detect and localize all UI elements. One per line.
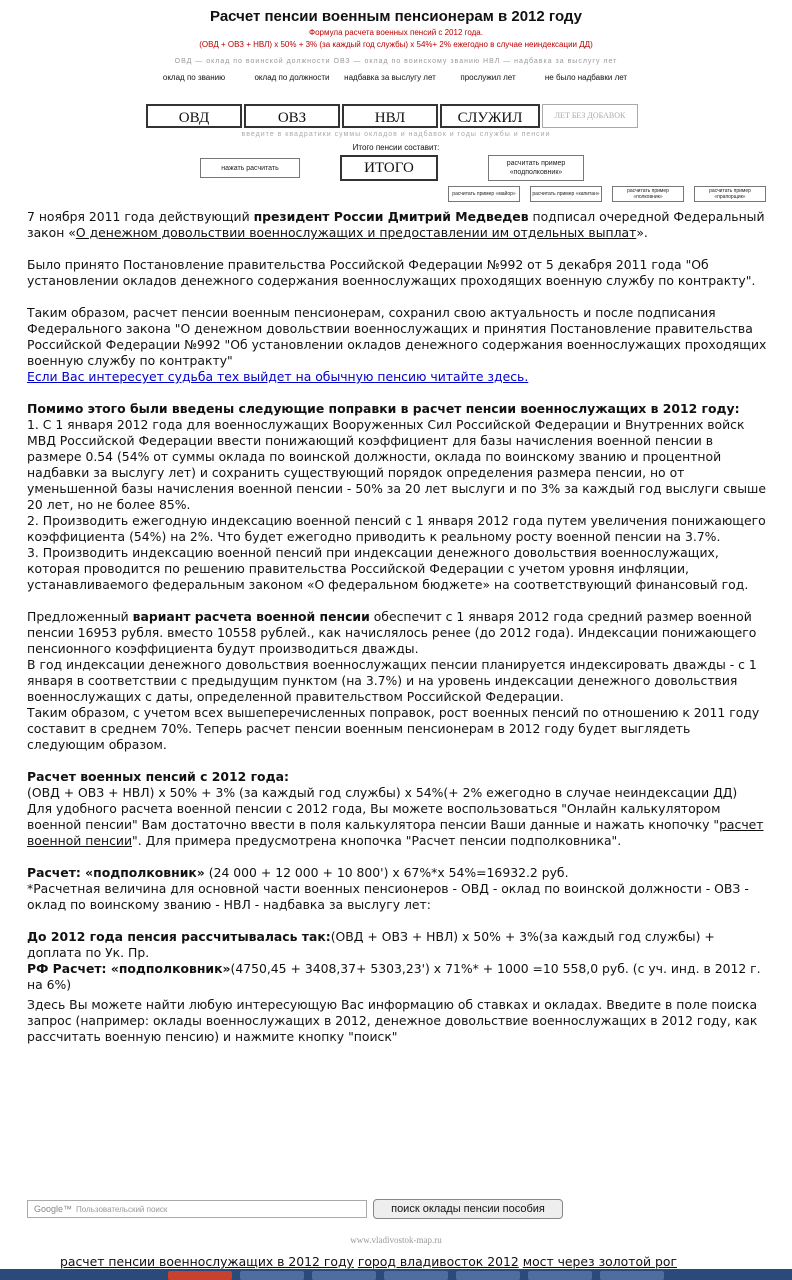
footer-link-city[interactable]: город владивосток 2012 (357, 1254, 519, 1269)
example-button-4[interactable]: расчитать пример «прапорщик» (694, 186, 766, 202)
field-label-no-bonus: не было надбавки лет (544, 73, 628, 82)
pension-calculator (0, 0, 792, 208)
custom-search (27, 1198, 767, 1220)
taskbar-item-1[interactable] (168, 1271, 232, 1280)
rf-label: РФ Расчет: «подполковник» (27, 961, 231, 976)
before-2012-paragraph (27, 929, 767, 961)
google-logo: Google™ (34, 1204, 73, 1214)
indexation-paragraph: В год индексации денежного довольствия военнослужащих пенсии планируется индексировать дважды - с 1 января в соответствии с предыдущим пунктом (на 3.7%) и на уровень индексации денежного довольствия военнослужащих с даты, определенной правительством Российской Федерации. (27, 657, 757, 704)
variant-paragraph (27, 609, 767, 657)
search-intro: Здесь Вы можете найти любую интересующую Вас информацию об ставках и окладах. Введите в поле поиска запрос (например: оклады военнослужащих в 2012, денежное довольствие военнослужащих в 2012 году, как рассчитать военную пенсию) и нажмите кнопку "поиск" (27, 997, 758, 1044)
no-bonus-years-input[interactable]: ЛЕТ БЕЗ ДОБАВОК (542, 104, 638, 128)
rf-paragraph (27, 961, 767, 993)
amendment-3: 3. Производить индексацию военной пенсий при индексации денежного довольствия военнослужащих, которая проводится по решению правительства Российской Федерации с учетом уровня инфляции, устанавливаемого федеральным законом «О федеральном бюджете» на соответствующий финансовый год. (27, 545, 749, 592)
search-input[interactable] (27, 1200, 367, 1218)
growth-paragraph: Таким образом, с учетом всех вышеперечисленных поправок, рост военных пенсий по отношению к 2011 году составит в среднем 70%. Теперь расчет пенсии военным пенсионерам в 2012 году будет выглядеть следующим образом. (27, 705, 760, 752)
amendments-heading (27, 401, 767, 417)
field-label-nvl: надбавка за выслугу лет (344, 73, 436, 82)
example-button-3[interactable]: расчитать пример «полковник» (612, 186, 684, 202)
ordinary-pension-link[interactable]: Если Вас интересует судьба тех выйдет на обычную пенсию читайте здесь. (27, 369, 529, 384)
calculator-hint: введите в квадратики суммы окладов и надбавок и годы службы и пенсии (241, 131, 551, 138)
before-2012-formula: (ОВД + ОВЗ + НВЛ) х 50% + 3%(за каждый год службы) + доплата по Ук. Пр. (27, 929, 715, 960)
field-label-served: прослужил лет (460, 73, 516, 82)
taskbar-item-3[interactable] (312, 1271, 376, 1280)
variant-text-c: обеспечит с 1 января 2012 года средний размер военной пенсии 16953 рубля. вместо 10558 рублей., как начислялось ренее (до 2012 года). Индексации понижающего пенсионного коэффициента будут производиться дважды. (27, 609, 757, 656)
field-label-ovd: оклад по званию (162, 73, 226, 82)
example-button-2[interactable]: расчитать пример «капитан» (530, 186, 602, 202)
field-label-ovz: оклад по должности (254, 73, 330, 82)
taskbar-item-5[interactable] (456, 1271, 520, 1280)
footer-link-pension[interactable]: расчет пенсии военнослужащих в 2012 году (60, 1254, 354, 1269)
calculate-button[interactable]: нажать расчитать (200, 158, 300, 178)
calculator-title: Расчет пенсии военным пенсионерам в 2012 году (210, 8, 582, 25)
total-label: Итого пенсии составит: (352, 143, 440, 152)
example-button-1[interactable]: расчитать пример «майор» (448, 186, 520, 202)
rf-formula: (4750,45 + 3408,37+ 5303,23') х 71%* + 1000 =10 558,0 руб. (с уч. инд. в 2012 г. на 6%) (27, 961, 761, 992)
amendment-1: 1. С 1 января 2012 года для военнослужащих Вооруженных Сил Российской Федерации и Внутренних войск МВД Российской Федерации ввести понижающий коэффициент для базы начисления военной пенсии в размере 0.54 (54% от суммы оклада по воинской должности, оклада по воинскому званию и процентной надбавки за выслугу лет) и сохранить существующий порядок определения размера пенсии, но от уменьшенной базы начисления военной пенсии - 50% за 20 лет выслуги и по 3% за каждый год выслуги свыше 20 лет, но не более 85%. (27, 417, 766, 512)
formula-heading (27, 769, 767, 785)
total-output: ИТОГО (340, 155, 438, 181)
ovz-input[interactable]: ОВЗ (244, 104, 340, 128)
search-placeholder: Пользовательский поиск (76, 1205, 168, 1214)
taskbar-item-6[interactable] (528, 1271, 592, 1280)
federal-law-link[interactable]: О денежном довольствии военнослужащих и предоставлении им отдельных выплат (75, 225, 637, 240)
relevance-text: Таким образом, расчет пенсии военным пенсионерам, сохранил свою актуальность и после подписания Федерального закона "О денежном довольствии военнослужащих и принятия Постановление правительства Российской Федерации №992 "Об установлении окладов денежного содержания военнослужащих проходящих военную службу по контракту" (27, 305, 767, 368)
intro-text-end: ». (636, 225, 648, 240)
taskbar-item-4[interactable] (384, 1271, 448, 1280)
taskbar (0, 1269, 792, 1280)
calculator-paragraph (27, 801, 767, 849)
formula-line-2: (ОВД + ОВЗ + НВЛ) х 50% + 3% (за каждый год службы) х 54%+ 2% ежегодно в случае неиндексации ДД) (199, 40, 593, 49)
amendment-2: 2. Производить ежегодную индексацию военной пенсий с 1 января 2012 года путем увеличения понижающего коэффициента (54%) на 2%. Что будет ежегодно приводить к реальному росту военной пенсии на 3.7%. (27, 513, 766, 544)
calculator-text-a: Для удобного расчета военной пенсии с 2012 года, Вы можете воспользоваться "Онлайн калькулятором военной пенсии" Вам достаточно ввести в поля калькулятора пенсии Ваши данные и нажать кнопочку " (27, 801, 721, 832)
ovd-input[interactable]: ОВД (146, 104, 242, 128)
president-name: президент России Дмитрий Медведев (253, 209, 529, 224)
site-watermark: www.vladivostok-map.ru (350, 1235, 442, 1245)
amendments-heading-text: Помимо этого были введены следующие поправки в расчет пенсии военнослужащих в 2012 году: (27, 401, 740, 416)
intro-text: 7 ноября 2011 года действующий (27, 209, 254, 224)
intro-text-2: подписал очередной Федеральный закон « (27, 209, 765, 240)
taskbar-item-2[interactable] (240, 1271, 304, 1280)
formula-legend: ОВД — оклад по воинской должности ОВЗ — оклад по воинскому званию НВЛ — надбавка за выслугу лет (174, 58, 618, 65)
variant-bold: вариант расчета военной пенсии (132, 609, 370, 624)
example-note: *Расчетная величина для основной части военных пенсионеров - ОВД - оклад по воинской должности - ОВЗ - оклад по воинскому званию - НВЛ - надбавка за выслугу лет: (27, 881, 749, 912)
example-formula: (24 000 + 12 000 + 10 800') х 67%*х 54%=16932.2 руб. (204, 865, 569, 880)
resolution-paragraph: Было принято Постановление правительства Российской Федерации №992 от 5 декабря 2011 года "Об установлении окладов денежного содержания военнослужащих проходящих военную службу по контракту". (27, 257, 756, 288)
article-body (27, 209, 767, 1045)
formula-line-1: Формула расчета военных пенсий с 2012 года. (309, 28, 483, 37)
before-2012-label: До 2012 года пенсия рассчитывалась так: (27, 929, 331, 944)
search-button[interactable]: поиск оклады пенсии пособия (373, 1199, 563, 1219)
served-years-input[interactable]: СЛУЖИЛ (440, 104, 540, 128)
calculator-text-b: ". Для примера предусмотрена кнопочка "Расчет пенсии подполковника". (132, 833, 622, 848)
taskbar-item-7[interactable] (600, 1271, 664, 1280)
formula-heading-text: Расчет военных пенсий с 2012 года: (27, 769, 289, 784)
relevance-paragraph (27, 305, 767, 385)
footer-links (60, 1254, 677, 1269)
example-lt-colonel-button[interactable]: расчитать пример «подполковник» (488, 155, 584, 181)
military-pension-calc-link[interactable]: расчет военной пенсии (27, 817, 764, 848)
formula-text: (ОВД + ОВЗ + НВЛ) х 50% + 3% (за каждый год службы) х 54%(+ 2% ежегодно в случае неиндексации ДД) (27, 785, 738, 800)
example-label: Расчет: «подполковник» (27, 865, 205, 880)
footer-link-bridge[interactable]: мост через золотой рог (522, 1254, 677, 1269)
intro-paragraph (27, 209, 767, 241)
example-paragraph (27, 865, 767, 881)
nvl-input[interactable]: НВЛ (342, 104, 438, 128)
variant-text-a: Предложенный (27, 609, 133, 624)
